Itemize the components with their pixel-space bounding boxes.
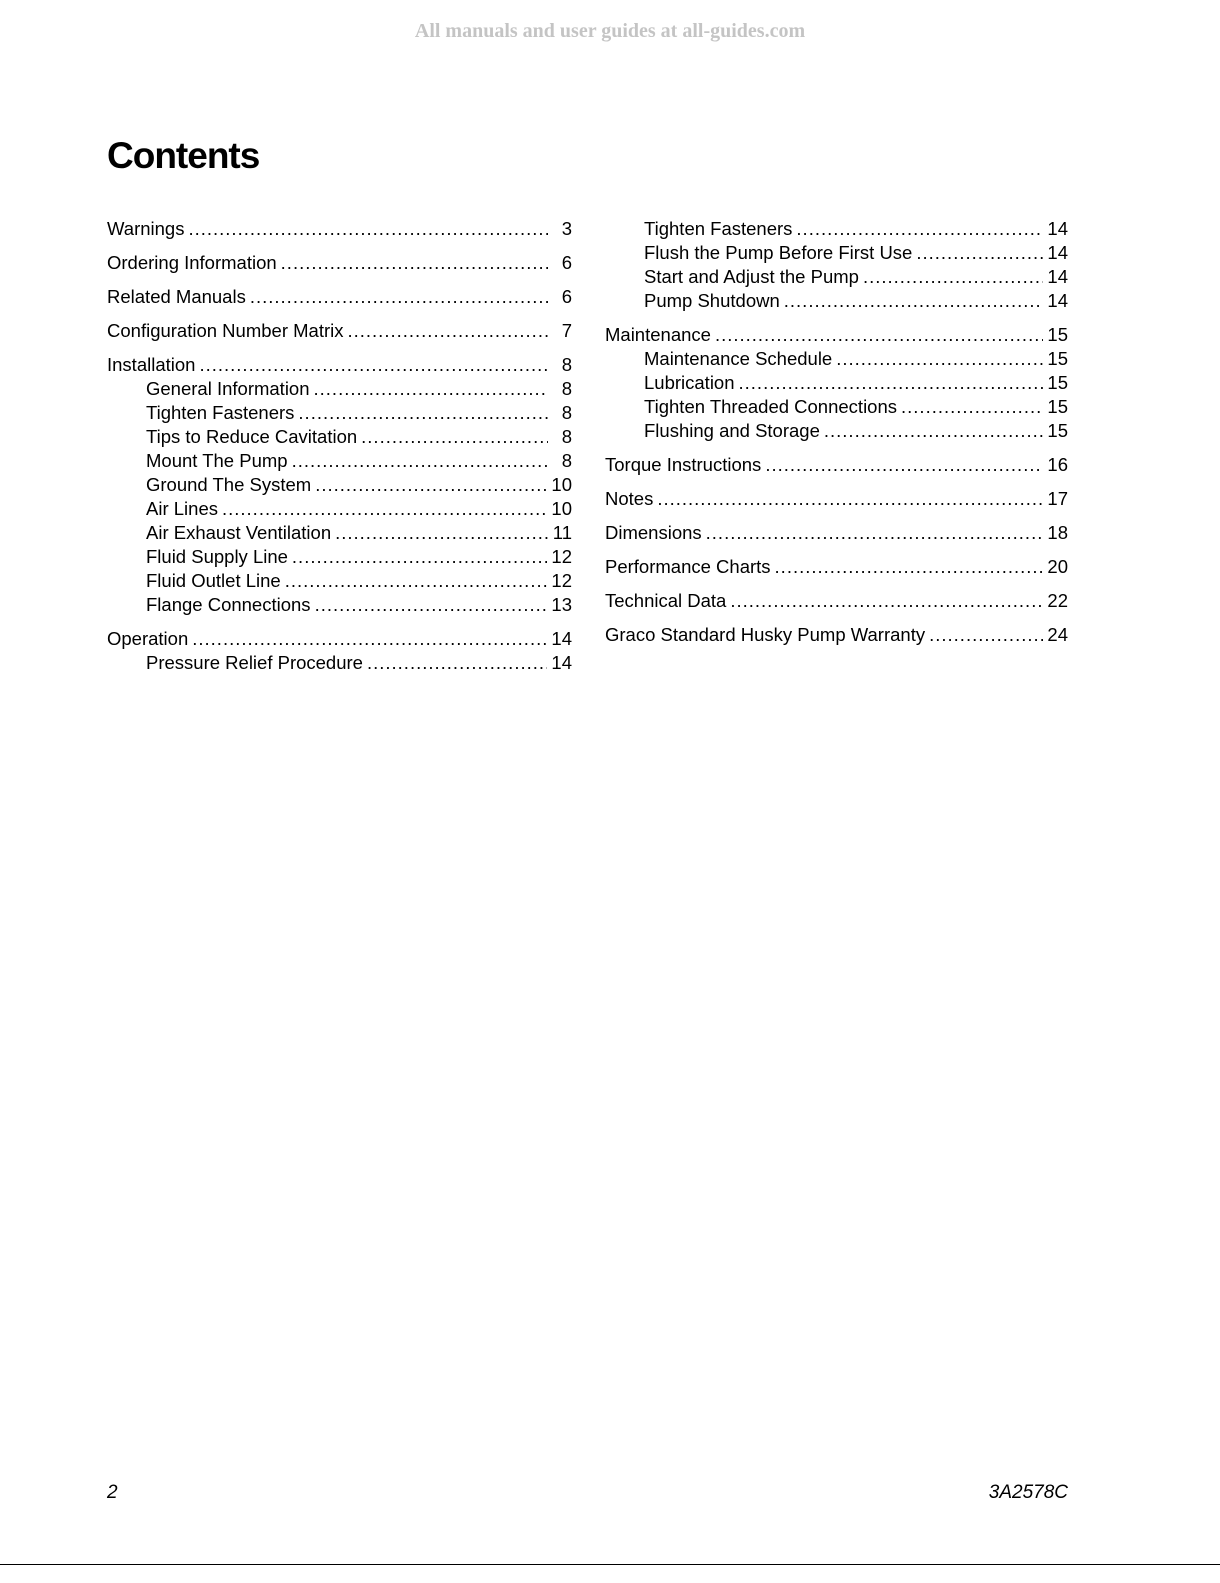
toc-entry-label: Flange Connections xyxy=(146,594,311,615)
toc-entry[interactable] xyxy=(605,289,1068,313)
toc-entry-label: Notes xyxy=(605,488,654,509)
toc-entry[interactable] xyxy=(605,589,1068,613)
toc-leader-dots xyxy=(367,651,547,675)
toc-leader-dots xyxy=(836,347,1043,371)
toc-entry-page: 12 xyxy=(551,570,572,591)
toc-entry[interactable] xyxy=(107,251,572,275)
toc-leader-dots xyxy=(315,473,547,497)
toc-entry-label: Operation xyxy=(107,628,189,649)
toc-leader-dots xyxy=(784,289,1044,313)
toc-entry[interactable] xyxy=(107,569,572,593)
toc-entry[interactable] xyxy=(605,453,1068,477)
toc-entry-page: 8 xyxy=(561,450,572,471)
toc-leader-dots xyxy=(824,419,1044,443)
toc-entry-label: Pressure Relief Procedure xyxy=(146,652,363,673)
toc-entry-label: Air Lines xyxy=(146,498,218,519)
toc-entry-page: 18 xyxy=(1047,522,1068,543)
toc-entry[interactable] xyxy=(605,623,1068,647)
toc-leader-dots xyxy=(315,593,548,617)
toc-entry[interactable] xyxy=(107,627,572,651)
toc-entry[interactable] xyxy=(107,285,572,309)
toc-entry-label: General Information xyxy=(146,378,310,399)
toc-leader-dots xyxy=(199,353,548,377)
toc-entry-label: Performance Charts xyxy=(605,556,771,577)
watermark: All manuals and user guides at all-guides.com xyxy=(414,20,806,42)
toc-leader-dots xyxy=(657,487,1043,511)
toc-entry-label: Maintenance Schedule xyxy=(644,348,833,369)
toc-leader-dots xyxy=(192,627,547,651)
toc-entry-page: 14 xyxy=(1047,218,1068,239)
toc-leader-dots xyxy=(361,425,548,449)
toc-leader-dots xyxy=(706,521,1044,545)
toc-leader-dots xyxy=(730,589,1043,613)
toc-entry-label: Dimensions xyxy=(605,522,702,543)
toc-right-column xyxy=(605,217,1068,647)
toc-entry[interactable] xyxy=(605,419,1068,443)
document-code: 3A2578C xyxy=(988,1482,1068,1503)
toc-entry-page: 7 xyxy=(561,320,572,341)
toc-entry-page: 24 xyxy=(1047,624,1068,645)
toc-entry-page: 8 xyxy=(561,426,572,447)
toc-leader-dots xyxy=(775,555,1044,579)
toc-entry-label: Lubrication xyxy=(644,372,735,393)
toc-leader-dots xyxy=(222,497,547,521)
toc-entry-page: 14 xyxy=(1047,290,1068,311)
toc-entry-page: 16 xyxy=(1047,454,1068,475)
toc-entry[interactable] xyxy=(605,323,1068,347)
toc-entry-label: Installation xyxy=(107,354,196,375)
toc-entry[interactable] xyxy=(107,497,572,521)
toc-entry-page: 14 xyxy=(1047,242,1068,263)
toc-left-column xyxy=(107,217,572,675)
toc-entry-label: Ground The System xyxy=(146,474,312,495)
page-number: 2 xyxy=(107,1482,118,1503)
toc-entry[interactable] xyxy=(107,353,572,377)
toc-entry-page: 3 xyxy=(561,218,572,239)
toc-entry-page: 17 xyxy=(1047,488,1068,509)
toc-entry-page: 8 xyxy=(561,354,572,375)
toc-entry[interactable] xyxy=(605,521,1068,545)
toc-entry-label: Mount The Pump xyxy=(146,450,288,471)
toc-entry-page: 22 xyxy=(1047,590,1068,611)
toc-entry-label: Pump Shutdown xyxy=(644,290,780,311)
toc-entry-label: Tighten Fasteners xyxy=(644,218,793,239)
toc-leader-dots xyxy=(188,217,548,241)
toc-leader-dots xyxy=(916,241,1043,265)
toc-entry-label: Technical Data xyxy=(605,590,727,611)
toc-leader-dots xyxy=(901,395,1043,419)
toc-leader-dots xyxy=(298,401,548,425)
toc-entry-page: 13 xyxy=(551,594,572,615)
toc-leader-dots xyxy=(863,265,1043,289)
toc-entry[interactable] xyxy=(107,545,572,569)
toc-entry[interactable] xyxy=(605,241,1068,265)
toc-entry-page: 14 xyxy=(551,652,572,673)
toc-entry-label: Warnings xyxy=(107,218,185,239)
toc-entry[interactable] xyxy=(107,449,572,473)
toc-entry-label: Torque Instructions xyxy=(605,454,762,475)
toc-entry-page: 11 xyxy=(552,522,572,543)
page-title: Contents xyxy=(107,135,260,176)
toc-entry-label: Tighten Threaded Connections xyxy=(644,396,898,417)
toc-leader-dots xyxy=(285,569,548,593)
toc-entry[interactable] xyxy=(107,377,572,401)
bottom-rule xyxy=(0,1564,1220,1565)
toc-entry-page: 14 xyxy=(1047,266,1068,287)
toc-entry[interactable] xyxy=(107,319,572,343)
toc-entry[interactable] xyxy=(107,593,572,617)
toc-leader-dots xyxy=(347,319,548,343)
toc-entry[interactable] xyxy=(605,487,1068,511)
toc-entry[interactable] xyxy=(107,401,572,425)
toc-leader-dots xyxy=(281,251,548,275)
toc-leader-dots xyxy=(739,371,1044,395)
toc-leader-dots xyxy=(929,623,1043,647)
toc-entry-page: 10 xyxy=(551,474,572,495)
toc-entry[interactable] xyxy=(605,265,1068,289)
toc-entry-label: Ordering Information xyxy=(107,252,277,273)
toc-entry[interactable] xyxy=(107,217,572,241)
toc-entry[interactable] xyxy=(107,473,572,497)
toc-entry-page: 6 xyxy=(561,252,572,273)
toc-entry-page: 15 xyxy=(1047,420,1068,441)
toc-entry[interactable] xyxy=(605,217,1068,241)
toc-entry-label: Air Exhaust Ventilation xyxy=(146,522,332,543)
toc-entry-label: Related Manuals xyxy=(107,286,246,307)
toc-entry[interactable] xyxy=(605,347,1068,371)
toc-leader-dots xyxy=(335,521,548,545)
toc-leader-dots xyxy=(292,449,548,473)
toc-leader-dots xyxy=(314,377,548,401)
toc-entry-label: Configuration Number Matrix xyxy=(107,320,344,341)
toc-entry-page: 15 xyxy=(1047,324,1068,345)
toc-entry-page: 6 xyxy=(561,286,572,307)
toc-entry-label: Flush the Pump Before First Use xyxy=(644,242,913,263)
toc-entry[interactable] xyxy=(107,651,572,675)
toc-leader-dots xyxy=(765,453,1043,477)
toc-leader-dots xyxy=(715,323,1043,347)
toc-leader-dots xyxy=(292,545,548,569)
toc-entry[interactable] xyxy=(107,521,572,545)
toc-entry-page: 8 xyxy=(561,378,572,399)
toc-entry[interactable] xyxy=(605,555,1068,579)
toc-entry-page: 14 xyxy=(551,628,572,649)
toc-entry-page: 10 xyxy=(551,498,572,519)
toc-entry-page: 15 xyxy=(1047,396,1068,417)
toc-entry-label: Fluid Outlet Line xyxy=(146,570,281,591)
toc-entry-page: 8 xyxy=(561,402,572,423)
toc-entry-label: Tighten Fasteners xyxy=(146,402,295,423)
toc-entry[interactable] xyxy=(605,395,1068,419)
toc-entry-page: 15 xyxy=(1047,348,1068,369)
toc-entry-label: Flushing and Storage xyxy=(644,420,820,441)
toc-entry-page: 12 xyxy=(551,546,572,567)
toc-entry-label: Start and Adjust the Pump xyxy=(644,266,859,287)
toc-entry-label: Graco Standard Husky Pump Warranty xyxy=(605,624,926,645)
toc-entry-label: Fluid Supply Line xyxy=(146,546,288,567)
toc-entry-label: Maintenance xyxy=(605,324,711,345)
toc-entry-page: 20 xyxy=(1047,556,1068,577)
toc-leader-dots xyxy=(250,285,548,309)
toc-leader-dots xyxy=(796,217,1043,241)
toc-entry[interactable] xyxy=(107,425,572,449)
toc-entry-label: Tips to Reduce Cavitation xyxy=(146,426,358,447)
toc-entry[interactable] xyxy=(605,371,1068,395)
toc-entry-page: 15 xyxy=(1047,372,1068,393)
